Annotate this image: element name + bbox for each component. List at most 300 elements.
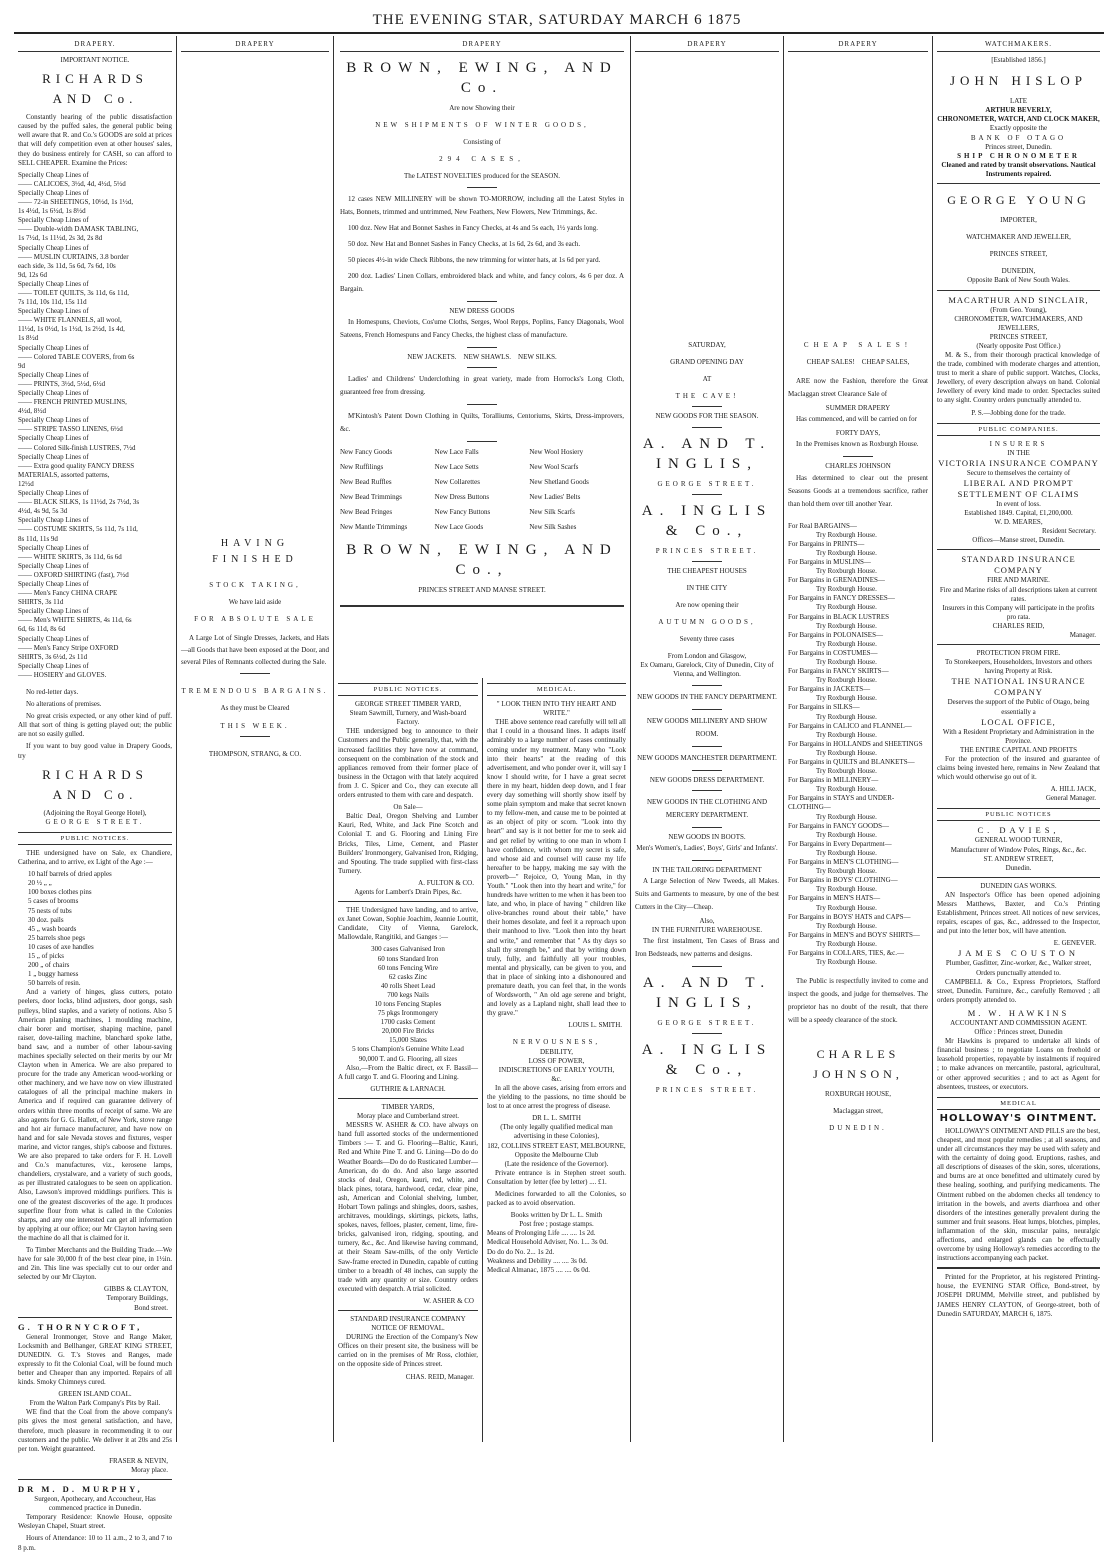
jack: A. HILL JACK, xyxy=(1050,785,1096,794)
goods-item: New Bead Trimmings xyxy=(340,493,402,502)
nervousness: NERVOUSNESS, xyxy=(512,1038,601,1047)
yards-heading: TIMBER YARDS, xyxy=(381,1102,435,1111)
this-week: THIS WEEK. xyxy=(220,721,290,730)
bargain-line: For Bargains in FANCY SKIRTS— xyxy=(788,667,889,676)
firm-name: A. INGLIS & Co., xyxy=(641,1042,773,1079)
clayton-signature-line: Temporary Buildings, xyxy=(106,1294,168,1303)
guthrie-item: 5 tons Champion's Genuine White Lead xyxy=(352,1045,464,1054)
goods-item: New Collarettes xyxy=(434,477,480,486)
price-line: MATERIALS, assorted patterns, xyxy=(18,470,110,479)
ex-ships: Ex Oamaru, Garelock, City of Dunedin, City of Vienna, and Wellington. xyxy=(640,661,774,679)
price-line: 9d xyxy=(18,361,25,370)
late: LATE xyxy=(1009,97,1028,106)
firm-name: A. AND T. INGLIS, xyxy=(642,435,772,472)
book-item: Weakness and Debility .... .... 3s 0d. xyxy=(487,1256,588,1265)
cases: 294 CASES, xyxy=(439,155,525,164)
bargain-line: For Bargains in MEN'S HATS— xyxy=(788,894,881,903)
sale-body: A Large Lot of Single Dresses, Jackets, and Hats—all Goods that have been exposed at the Door, and several Piles of Remnants collected during the Sale. xyxy=(181,634,329,667)
price-line: 6d, 6s 11d, 8s 6d xyxy=(18,625,66,634)
guthrie-item: 700 kegs Nails xyxy=(387,990,429,999)
try-roxburgh: Try Roxburgh House. xyxy=(816,958,877,967)
premises: In the Premises known as Roxburgh House. xyxy=(796,440,919,449)
clayton-item: 5 cases of brooms xyxy=(28,897,79,906)
standard-sub: NOTICE OF REMOVAL. xyxy=(371,1324,445,1333)
bargain-line: For Bargains in SILKS— xyxy=(788,703,860,712)
thornycroft-body: General Ironmonger, Stove and Range Maker, Locksmith and Bellhanger, GREAT KING STREET, DUNEDIN. G. T.'s Stoves and Ranges, made expressly to fit the Colonial Coal, will be found much better and Cheaper than any imported. Repairs of all kinds. Smoky Chimneys cured. xyxy=(18,1332,172,1387)
try-roxburgh: Try Roxburgh House. xyxy=(816,767,877,776)
dr-smith-sub: (The only legally qualified medical man advertising in these Colonies), xyxy=(500,1123,613,1141)
couston: JAMES COUSTON xyxy=(957,948,1080,959)
ribbons-paragraph: 50 pieces 4½-in wide Check Ribbons, the new trimming for winter hats, at 1s 6d per yard. xyxy=(348,255,601,264)
book-item: Means of Prolonging Life .... .... 1s 2d. xyxy=(487,1229,596,1238)
bargain-line: For Bargains in BLACK LUSTRES xyxy=(788,612,889,621)
price-line: 11½d, 1s 0½d, 1s 1½d, 1s 2½d, 1s 4d, xyxy=(18,325,125,334)
bargain-line: For Bargains in BOYS' HATS and CAPS— xyxy=(788,912,911,921)
macarthur-opposite: (Nearly opposite Post Office.) xyxy=(976,341,1061,350)
book-item: Do do do No. 2... 1s 2d. xyxy=(487,1247,555,1256)
established-capital: Established 1849. Capital, £1,200,000. xyxy=(964,509,1073,518)
try-roxburgh: Try Roxburgh House. xyxy=(816,694,877,703)
price-line: —— Colored TABLE COVERS, from 6s xyxy=(18,352,135,361)
column-header: DRAPERY xyxy=(788,40,928,52)
bargain-line: For Bargains in GRENADINES— xyxy=(788,576,885,585)
goods-item: New Shetland Goods xyxy=(529,477,589,486)
dress-dept: NEW GOODS DRESS DEPARTMENT. xyxy=(649,775,765,784)
price-line: Specially Cheap Lines of xyxy=(18,661,89,670)
price-line: 1s 7½d, 1s 11½d, 2s 3d, 2s 8d xyxy=(18,234,103,243)
bargain-line: For Bargains in JACKETS— xyxy=(788,685,871,694)
price-line: —— BLACK SILKS, 1s 11½d, 2s 7½d, 3s xyxy=(18,498,140,507)
opposite: Exactly opposite the xyxy=(989,124,1048,133)
try-roxburgh: Try Roxburgh House. xyxy=(816,567,877,576)
price-line: —— Men's WHITE SHIRTS, 4s 11d, 6s xyxy=(18,616,132,625)
goods-item: New Mantle Trimmings xyxy=(340,523,408,532)
clayton-item: 1 „ buggy harness xyxy=(28,970,79,979)
column-brown-ewing xyxy=(334,36,630,1442)
new-goods: NEW GOODS FOR THE SEASON. xyxy=(655,412,759,421)
fire-marine: FIRE AND MARINE. xyxy=(987,576,1050,585)
firm-name: A. INGLIS & Co., xyxy=(641,502,773,539)
local-body: With a Resident Proprietary and Administration in the Province. xyxy=(942,727,1095,745)
column-header: DRAPERY xyxy=(181,40,329,52)
price-line: Specially Cheap Lines of xyxy=(18,243,89,252)
all-cases: In all the above cases, arising from errors and the yielding to the passions, no time should be lost to at once arrest the progress of disease. xyxy=(487,1083,626,1111)
price-line: 4½d, 4s 9d, 5s 3d xyxy=(18,507,68,516)
goods-item: New Ruffilings xyxy=(340,462,384,471)
book-item: Medical Household Adviser, No. 1... 3s 0d. xyxy=(487,1238,609,1247)
try-roxburgh: Try Roxburgh House. xyxy=(816,712,877,721)
price-line: 8s 11d, 11s 9d xyxy=(18,534,58,543)
bargain-line: For Bargains in FANCY DRESSES— xyxy=(788,594,895,603)
millinery-paragraph: 12 cases NEW MILLINERY will be shown TO-MORROW, including all the Latest Styles in Hats, Bonnets, trimmed and untrimmed, New Feathers, New Flowers, New Trimmings, &c. xyxy=(340,194,624,216)
section-header: MEDICAL. xyxy=(487,683,626,696)
etc: &c. xyxy=(551,1074,562,1083)
fashion-body: ARE now the Fashion, therefore the Great Maclaggan street Clearance Sale of xyxy=(788,377,928,399)
davies-sub: GENERAL WOOD TURNER, xyxy=(974,836,1063,845)
clayton-items xyxy=(18,870,172,988)
bargain-line: For Bargains in COLLARS, TIES, &c.— xyxy=(788,948,905,957)
absolute-sale: FOR ABSOLUTE SALE xyxy=(194,615,316,624)
couston-body: Plumber, Gasfitter, Zinc-worker, &c., Walker street, xyxy=(945,959,1092,968)
novelties: The LATEST NOVELTIES produced for the SEASON. xyxy=(403,172,561,181)
price-line: Specially Cheap Lines of xyxy=(18,188,89,197)
price-line: Specially Cheap Lines of xyxy=(18,561,89,570)
mckintosh: M'Kintosh's Patent Down Clothing in Quilts, Toralliums, Centoriums, Skirts, Dress-improvers, &c. xyxy=(340,411,624,433)
price-line: Specially Cheap Lines of xyxy=(18,170,89,179)
bargain-line: For Bargains in PRINTS— xyxy=(788,539,865,548)
dunedin: DUNEDIN, xyxy=(1001,267,1036,276)
holloway-heading: HOLLOWAY'S OINTMENT. xyxy=(939,1112,1098,1124)
guthrie-item: 1700 casks Cement xyxy=(380,1018,436,1027)
book-list xyxy=(487,1229,626,1274)
column-watchmakers xyxy=(933,36,1104,1442)
price-line: —— Extra good quality FANCY DRESS xyxy=(18,461,135,470)
column-richards xyxy=(14,36,176,1552)
cleaned: Cleaned and rated by transit observations. Nautical Instruments repaired. xyxy=(941,160,1096,178)
price-line: 9d, 12s 6d xyxy=(18,270,47,279)
medicines: Medicines forwarded to all the Colonies, so packed as to avoid observation. xyxy=(487,1189,626,1208)
gas-signature: E. GENEVER. xyxy=(1053,939,1096,948)
try-roxburgh: Try Roxburgh House. xyxy=(816,867,877,876)
coal-signature-line: Moray place. xyxy=(131,1465,168,1474)
section-header: MEDICAL xyxy=(937,1097,1100,1110)
price-line: Specially Cheap Lines of xyxy=(18,452,89,461)
yards-sub: Moray place and Cumberland street. xyxy=(356,1112,460,1121)
price-line: Specially Cheap Lines of xyxy=(18,279,89,288)
guthrie-body: THE Undersigned have landing, and to arrive, ex Janet Cowan, Sophie Joachim, Jeannie Louttit, Candidate, City of Vienna, Garelock, Mallowdale, Rangitiki, and Ganges :— xyxy=(338,906,478,942)
ship-chronometer: SHIP CHRONOMETER xyxy=(957,151,1080,160)
macarthur-trade: CHRONOMETER, WATCHMAKERS, AND JEWELLERS, xyxy=(954,314,1083,332)
hawkins-sub: ACCOUNTANT AND COMMISSION AGENT. xyxy=(950,1018,1087,1027)
price-line: —— Colored Silk-finish LUSTRES, 7½d xyxy=(18,443,136,452)
price-line: Specially Cheap Lines of xyxy=(18,516,89,525)
commenced: Has commenced, and will be carried on for xyxy=(796,415,917,424)
established: [Established 1856.] xyxy=(991,56,1046,65)
price-line: SHIRTS, 3s 6½d, 2s 11d xyxy=(18,652,88,661)
standard: STANDARD INSURANCE COMPANY xyxy=(961,554,1076,576)
goods-item: New Lace Setts xyxy=(434,462,479,471)
city: IN THE CITY xyxy=(686,583,728,592)
price-line: —— STRIPE TASSO LINENS, 6½d xyxy=(18,425,123,434)
capital: THE ENTIRE CAPITAL AND PROFITS xyxy=(959,745,1077,754)
macarthur-body: M. & S., from their thorough practical knowledge of the trade, combined with moderate charges and attention, trust to merit a share of public support. Watches, Clocks, Jewellery, of every description always on hand. Colonial Jewellery of every kind made to order. Spectacles suited to any sight. Country orders punctually attended to. xyxy=(937,350,1100,405)
column-inglis xyxy=(631,36,783,1442)
section-header: PUBLIC NOTICES xyxy=(937,808,1100,821)
firm-name: BROWN, EWING, AND Co. xyxy=(346,60,618,97)
goods-item: New Lace Goods xyxy=(434,523,484,532)
price-line: —— FRENCH PRINTED MUSLINS, xyxy=(18,398,127,407)
guthrie-item: 60 tons Standard Iron xyxy=(377,954,439,963)
dr-smith: DR L. L. SMITH xyxy=(532,1114,581,1123)
price-line: 1s 8½d xyxy=(18,334,39,343)
price-line: SHIRTS, 3s 11d xyxy=(18,598,64,607)
coal-sub: From the Walton Park Company's Pits by Rail. xyxy=(29,1399,161,1408)
price-line: Specially Cheap Lines of xyxy=(18,489,89,498)
heading: HAVING FINISHED xyxy=(212,538,298,566)
try-roxburgh: Try Roxburgh House. xyxy=(816,903,877,912)
firm-name: A. AND T. INGLIS, xyxy=(642,974,772,1011)
local: LOCAL OFFICE, xyxy=(981,716,1056,727)
gas-body: AN Inspector's Office has been opened adjoining Messrs Matthews, Baxter, and Co.'s Printing Establishment, Princes street. All notices of new services, repairs, escapes of gas, &c., addressed to the Inspector, and put into the letter box, will have attention. xyxy=(937,890,1100,936)
price-line: Specially Cheap Lines of xyxy=(18,389,89,397)
column-header: DRAPERY xyxy=(635,40,779,52)
clayton-item: 100 boxes clothes pins xyxy=(28,888,92,897)
medical-body: THE above sentence read carefully will tell all that I could in a thousand lines. It adapts itself admirably to a large number of cases continually coming under my treatment. Many who "Look into their hearts" at the reading of this advertisement, and who ponder over it, will say I know I should write, for I have a great secret there in my heart, hidden deep down, and I fear every day something will shortly show itself by some plain symptom and make that secret known to my fellow-men, and cause me to be pointed at as an object of pity or scorn. "Look into thy heart" and say is it not better for me to seek aid and get relief by writing to one man in whom I have confidence, with whom my secret is safe, and whose aid and counsel will cause my life hereafter to be happy, making me say with the proverb—" Rejoice, O, Young Man, in thy Youth." "Look then into thy heart and write," for hundreds have written to me when it has been too late, and who, in place of having " children like olive-branches round about their table," have their homes desolate, and feel it a reproach upon their manhood to live. "Look then into thy heart and write," and remember that " As thy days so shall thy strength be," and that by writing down truly, fully, and faithfully all your troubles, mental and physically, can be given to you, and that in place of sinking into a dishonoured and premature death, you can feel that, in the words of Wordsworth, " An old age serene and bright, and lovely as a Lapland night, shall lead thee to thy grave." xyxy=(487,718,626,1018)
standard-heading: STANDARD INSURANCE COMPANY xyxy=(350,1315,466,1323)
goods-item: New Fancy Goods xyxy=(340,447,393,456)
boots-sub: Men's Women's, Ladies', Boys', Girls' and Infants'. xyxy=(636,843,778,852)
try-roxburgh: Try Roxburgh House. xyxy=(816,830,877,839)
asher-signature: W. ASHER & CO xyxy=(423,1296,474,1305)
thornycroft-heading: G. THORNYCROFT, xyxy=(18,1321,143,1332)
price-line: Specially Cheap Lines of xyxy=(18,343,89,352)
price-line: —— OXFORD SHIRTING (fast), 7½d xyxy=(18,570,129,579)
column-thompson xyxy=(177,36,333,1442)
bargain-list xyxy=(788,522,928,968)
try-roxburgh: Try Roxburgh House. xyxy=(816,530,877,539)
furniture: IN THE FURNITURE WAREHOUSE. xyxy=(651,925,763,934)
books: Books written by Dr L. L. Smith xyxy=(510,1211,603,1220)
private-entrance: Private entrance is in Stephen street south. Consultation by letter (fee by letter) .... £1. xyxy=(487,1168,626,1186)
asher-body: MESSRS W. ASHER & CO. have always on hand full assorted stocks of the undermentioned Timbers :— T. and G. Flooring—Baltic, Kauri, Red and White Pine T. and G. Lining—Do do do Weather Boards—Do do do Rusticated Lumber—American, do do do. And also large assorted stocks of deal, Oregon, kauri, red, white, and black pines, totara, hardwood, cedar, clear pine, ash, American and Colonial shelving, lumber, Hobart Town palings and shingles, doors, sashes, architraves, mouldings, skirtings, pickets, laths, spokes, naves, felloes, plaster, cement, lime, fire-bricks, galvanised iron, ridging, spouting, and turnery, &c., &c. And likewise having command, at their Steam Saw-mills, of the only Verticle Saw-frame erected in Dunedin, capable of cutting timber to a breadth of 48 inches, can supply the trade with any quantity or size. Country orders executed with despatch. A trial solicited. xyxy=(338,1121,478,1293)
guthrie-item: 62 casks Zinc xyxy=(388,972,428,981)
guthrie-signature: GUTHRIE & LARNACH. xyxy=(370,1084,446,1093)
price-line: —— COSTUME SKIRTS, 5s 11d, 7s 11d, xyxy=(18,525,138,534)
cleared: As they must be Cleared xyxy=(220,704,290,713)
medical-column xyxy=(483,678,630,1442)
price-line: —— Double-width DAMASK TABLING, xyxy=(18,225,139,234)
clothing-dept: NEW GOODS IN THE CLOTHING AND MERCERY DEPARTMENT. xyxy=(646,797,768,819)
guthrie-item: 20,000 Fire Bricks xyxy=(381,1027,435,1036)
price-line: —— MUSLIN CURTAINS, 3.8 border xyxy=(18,252,129,261)
clayton-signature-line: Bond street. xyxy=(134,1303,168,1312)
davies-city: Dunedin. xyxy=(1005,863,1032,872)
consisting: Consisting of xyxy=(463,138,501,147)
coal-heading: GREEN ISLAND COAL. xyxy=(58,1390,132,1399)
murphy-body: Surgeon, Apothecary, and Accoucheur, Has commenced practice in Dunedin. xyxy=(34,1495,156,1513)
in-the: IN THE xyxy=(1007,448,1030,457)
young: GEORGE YOUNG xyxy=(947,193,1090,208)
medical-signature: LOUIS L. SMITH. xyxy=(568,1021,622,1030)
try-roxburgh: Try Roxburgh House. xyxy=(816,585,877,594)
showing: Are now Showing their xyxy=(449,104,515,113)
on-sale: On Sale— xyxy=(393,803,423,812)
grand-opening: GRAND OPENING DAY xyxy=(670,358,744,367)
clayton-item: 45 „ wash boards xyxy=(28,924,77,933)
from: From London and Glasgow, xyxy=(667,652,747,661)
guthrie-item: 60 tons Fencing Wire xyxy=(377,963,439,972)
macarthur-address: PRINCES STREET, xyxy=(989,332,1048,341)
price-line: 7s 11d, 10s 11d, 15s 11d xyxy=(18,298,87,307)
tailoring: IN THE TAILORING DEPARTMENT xyxy=(652,865,762,874)
hawkins: M. W. HAWKINS xyxy=(967,1007,1070,1018)
clayton-item: 50 barrels of resin. xyxy=(28,979,81,988)
cave: THE CAVE! xyxy=(675,392,739,401)
top-rule xyxy=(14,32,1104,34)
guthrie-item: 75 pkgs Ironmongery xyxy=(377,1009,439,1018)
also: Also, xyxy=(699,916,715,925)
national-body: Deserves the support of the Public of Otago, being essentially a xyxy=(947,698,1090,716)
price-line: Specially Cheap Lines of xyxy=(18,543,89,552)
try-roxburgh: Try Roxburgh House. xyxy=(816,730,877,739)
bargain-line: For Bargains in Every Department— xyxy=(788,839,892,848)
price-line: —— Men's Fancy Stripe OXFORD xyxy=(18,643,119,652)
imprint: Printed for the Proprietor, at his registered Printing-house, the EVENING STAR Office, Bond-street, by JOSEPH DRUMM, Melville street, and published by JAMES HENRY CLAYTON, of George-street, both of Dunedin SATURDAY, MARCH 6, 1875. xyxy=(937,1273,1100,1318)
murphy-heading: DR M. D. MURPHY, xyxy=(18,1484,143,1495)
clayton-item: 25 barrels shoe pegs xyxy=(28,933,85,942)
price-line: 4½d, 8½d xyxy=(18,407,46,416)
seventy: Seventy three cases xyxy=(679,635,735,644)
firm-street: PRINCES STREET. xyxy=(655,546,759,555)
try-roxburgh: Try Roxburgh House. xyxy=(816,548,877,557)
price-line: —— Men's Fancy CHINA CRAPE xyxy=(18,589,118,598)
closing-line: If you want to buy good value in Drapery Goods, try xyxy=(18,742,172,760)
masthead: THE EVENING STAR, SATURDAY MARCH 6 1875 xyxy=(372,12,742,28)
hawkins-body: Mr Hawkins is prepared to undertake all kinds of financial business ; to negotiate Loans on freehold or leasehold properties, repayable by instalments if required ; to make advances on mercantile, pastoral, agricultural, or other approved securities ; and to act as Agent for absentees, trustees, or executors. xyxy=(937,1037,1100,1091)
try-roxburgh: Try Roxburgh House. xyxy=(816,639,877,648)
timber-signature: A. FULTON & CO. xyxy=(418,878,474,887)
price-line: —— WHITE SKIRTS, 3s 11d, 6s 6d xyxy=(18,552,122,561)
timber-heading: GEORGE STREET TIMBER YARD, xyxy=(354,700,462,709)
price-line: —— HOSIERY and GLOVES. xyxy=(18,670,107,679)
capital-body: For the protection of the insured and guarantee of claims being invested here, remains in New Zealand that which would otherwise go out of it. xyxy=(937,754,1100,782)
price-line: Specially Cheap Lines of xyxy=(18,416,89,425)
bargain-line: For Bargains in FANCY GOODS— xyxy=(788,821,889,830)
bargain-line: For Bargains in STAYS and UNDER-CLOTHING— xyxy=(788,794,895,812)
price-line: Specially Cheap Lines of xyxy=(18,216,89,225)
firm-street: GEORGE STREET. xyxy=(657,1018,757,1027)
clayton-item: 15 „ of picks xyxy=(28,951,64,960)
collars-paragraph: 200 doz. Ladies' Linen Collars, embroidered black and white, and fancy colors, 4s 6 per doz. A Bargain. xyxy=(340,271,624,293)
clayton-body-2: To Timber Merchants and the Building Trade.—We have for sale 30,000 ft of the best clear pine, in 1½in. and 2in. This line was specially cut to our order and selected by our Mr Clayton. xyxy=(18,1245,172,1282)
bargain-line: For Bargains in MEN'S and BOYS' SHIRTS— xyxy=(788,930,920,939)
davies-body: Manufacturer of Window Poles, Rings, &c., &c. xyxy=(950,845,1087,854)
firm-name: RICHARDS AND Co. xyxy=(42,71,148,107)
goods-item: New Lace Falls xyxy=(434,447,479,456)
price-line: Specially Cheap Lines of xyxy=(18,607,89,616)
dress-body: In Homespuns, Cheviots, Cos'ume Cloths, Serges, Wool Repps, Poplins, Fancy Diagonals, Wool Sateens, French Homespuns and Fancy Checks, the highest class of manufacture. xyxy=(340,317,624,339)
importer: IMPORTER, xyxy=(1000,216,1037,225)
timber-sub: Steam Sawmill, Turnery, and Wash-board Factory. xyxy=(349,709,467,727)
johnson-body: Has determined to clear out the present Seasons Goods at a tremendous sacrifice, rather than hold them over till another Year. xyxy=(788,473,928,508)
clayton-body: And a variety of hinges, glass cutters, potato peelers, door locks, blind adjusters, door gongs, sash pulleys, blind staples, and a variety of notions. Also 5 American planing machines, 1 moulding machine, chair borer and mortiser, shaping machine, panel raiser, dove-tailing machine, blanchard spoke lathe, band saw, and a number of other labour-saving machines specially selected on their merits by our Mr Clayton when in America. We are also prepared to procure for the trade any American wood-working or other machinery, and we have now on view illustrated catalogues of all the principal machine makers in America and if required can guarantee delivery of orders within three months of receipt of same. We are also agents for G. G. Hallett, of New York, stove range and hot air furnace manufacturer, and have now on hand and for sale Nevada stoves and fixtures, vesper marine, and victor ranges, ship's caboose and fixtures. We are also prepared to take orders for F. H. Lovell and Co.'s manufactures, viz., kerosene lamps, chandeliers, crystalware, and a variety of such goods, as per illustrated catalogues to be seen on application. Also, Lawson's improved middlings purifiers. This is one of the greatest discoveries of the age. It produces superfine flour from what is called in the Colonies sharps, and any one interested can get all information by applying at our office; our Mr Clayton having seen the machine do all that is claimed for it. xyxy=(18,988,172,1242)
price-line: Specially Cheap Lines of xyxy=(18,307,89,316)
bank: BANK OF OTAGO xyxy=(970,133,1067,142)
manager: Manager. xyxy=(1069,631,1096,640)
guthrie-item: 15,000 Slates xyxy=(389,1036,427,1045)
section-header: PUBLIC COMPANIES. xyxy=(937,423,1100,436)
protection: PROTECTION FROM FIRE. xyxy=(976,649,1061,658)
summer-drapery: SUMMER DRAPERY xyxy=(825,404,891,413)
dr-smith-address-3: (Late the residence of the Governor). xyxy=(504,1159,609,1168)
bargains: TREMENDOUS BARGAINS. xyxy=(181,687,329,696)
price-line: —— 72-in SHEETINGS, 10½d, 1s 1½d, xyxy=(18,198,134,207)
try-roxburgh: Try Roxburgh House. xyxy=(816,921,877,930)
bargain-line: For Bargains in BOYS' CLOTHING— xyxy=(788,876,898,885)
closing-line: No red-letter days. xyxy=(26,688,79,696)
notice-heading: IMPORTANT NOTICE. xyxy=(60,56,130,65)
clayton-signature: GIBBS & CLAYTON, xyxy=(104,1285,168,1294)
roxburgh: ROXBURGH HOUSE, xyxy=(824,1090,892,1099)
sashes-paragraph-2: 50 doz. New Hat and Bonnet Sashes in Fancy Checks, at 1s 6d, 2s 6d, and 3s each. xyxy=(348,239,581,248)
macarthur-sub: (From Geo. Young), xyxy=(990,305,1047,314)
jobbing: P. S.—Jobbing done for the trade. xyxy=(971,408,1066,417)
bargain-line: For Bargains in COSTUMES— xyxy=(788,648,878,657)
forty-days: FORTY DAYS, xyxy=(835,429,881,438)
victoria-body: Secure to themselves the certainty of xyxy=(966,468,1071,477)
try-roxburgh: Try Roxburgh House. xyxy=(816,885,877,894)
goods-item: New Fancy Buttons xyxy=(434,508,491,517)
goods-item: New Wool Scarfs xyxy=(529,462,579,471)
goods-item: New Dress Buttons xyxy=(434,493,490,502)
books-sub: Post free ; postage stamps. xyxy=(519,1220,594,1229)
johnson: CHARLES JOHNSON xyxy=(825,462,891,471)
column-header: WATCHMAKERS. xyxy=(937,40,1100,52)
furniture-body: The first instalment, Ten Cases of Brass and Iron Bedsteads, new patterns and designs. xyxy=(635,936,779,958)
try-roxburgh: Try Roxburgh House. xyxy=(816,676,877,685)
standard-signature: CHAS. REID, Manager. xyxy=(405,1372,474,1381)
bargain-line: For Bargains in QUILTS and BLANKETS— xyxy=(788,758,915,766)
firm-address: PRINCES STREET AND MANSE STREET. xyxy=(418,586,546,595)
meares: W. D. MEARES, xyxy=(994,518,1043,527)
watchmaker: WATCHMAKER AND JEWELLER, xyxy=(966,233,1071,242)
guthrie-item: 10 tons Fencing Staples xyxy=(374,1000,442,1008)
goods-item: New Silk Sashes xyxy=(529,523,577,532)
at: AT xyxy=(702,375,712,384)
firm-street: GEORGE STREET. xyxy=(657,479,757,488)
price-line: Specially Cheap Lines of xyxy=(18,434,89,443)
goods-item: New Ladies' Belts xyxy=(529,493,581,502)
section-header: PUBLIC NOTICES. xyxy=(338,683,478,696)
clayton-item: 75 nests of tubs xyxy=(28,906,72,915)
bargain-line: For Real BARGAINS— xyxy=(788,521,857,530)
price-line: 1s 4½d, 1s 6½d, 1s 8½d xyxy=(18,207,86,216)
firm-name: BROWN, EWING, AND Co., xyxy=(346,542,618,579)
price-line: —— CALICOES, 3½d, 4d, 4½d, 5½d xyxy=(18,179,126,188)
clayton-item: 10 cases of axe handles xyxy=(28,942,94,951)
bargain-line: For Bargains in MUSLINS— xyxy=(788,557,871,566)
davies-address: ST. ANDREW STREET, xyxy=(983,854,1054,863)
loss: LOSS OF POWER, xyxy=(528,1056,585,1065)
cheap-sales-2: CHEAP SALES! CHEAP SALES, xyxy=(806,358,910,367)
cheap-sales: CHEAP SALES! xyxy=(803,341,913,350)
stock-taking: STOCK TAKING, xyxy=(209,581,301,590)
public-notices-column xyxy=(334,678,482,1442)
coal-signature: FRASER & NEVIN, xyxy=(109,1456,168,1465)
fancy-dept: NEW GOODS IN THE FANCY DEPARTMENT. xyxy=(637,692,777,701)
beverly: ARTHUR BEVERLY, xyxy=(985,106,1052,115)
debility: DEBILITY, xyxy=(539,1047,574,1056)
opening: Are now opening their xyxy=(675,600,739,609)
closing-line: No great crisis expected, or any other kind of puff. All that sort of thing is getting played out; the public are not so easily gulled. xyxy=(18,712,172,739)
price-list xyxy=(18,171,172,680)
price-line: each side, 3s 11d, 5s 6d, 7s 6d, 10s xyxy=(18,261,116,270)
national: THE NATIONAL INSURANCE COMPANY xyxy=(951,676,1086,698)
address: (Adjoining the Royal George Hotel), xyxy=(43,808,147,817)
campbell: CAMPBELL & Co., Express Proprietors, Stafford street, Dunedin. Furniture, &c., carefully Removed ; all orders promptly attended to. xyxy=(937,977,1100,1004)
coal-body: WE find that the Coal from the above company's pits gives the most general satisfaction, and have, therefore, much pleasure in recommending it to our customers and the public. We deliver it at 20s and 25s per ton. Weight guaranteed. xyxy=(18,1408,172,1453)
dunedin: DUNEDIN. xyxy=(829,1124,887,1133)
try-roxburgh: Try Roxburgh House. xyxy=(816,939,877,948)
clayton-item: 10 half barrels of dried apples xyxy=(28,870,112,879)
macarthur: MACARTHUR AND SINCLAIR, xyxy=(948,294,1089,305)
price-line: —— WHITE FLANNELS, all wool, xyxy=(18,316,122,325)
clayton-item: 20 ½ „ „ xyxy=(28,879,52,888)
maclaggan: Maclaggan street, xyxy=(833,1107,883,1116)
timber-body: THE undersigned beg to announce to their Customers and the Public generally, that, with the increased facilities they have now at command, consequent on the combination of the stock and appliances removed from their former place of business in the Octagon with that lately acquired from J. C. Spicer and Co., they can execute all orders entrusted to them with care and despatch. xyxy=(338,727,478,800)
dress-heading: NEW DRESS GOODS xyxy=(449,306,515,315)
intro-paragraph: Constantly hearing of the public dissatisfaction caused by the puffed sales, the general public being well aware that R. and Co.'s GOODS are sold at prices that will defy competition even at other houses' sales, they do business entirely for CASH, so can afford to SELL CHEAPER. Examine the Prices: xyxy=(18,113,172,167)
